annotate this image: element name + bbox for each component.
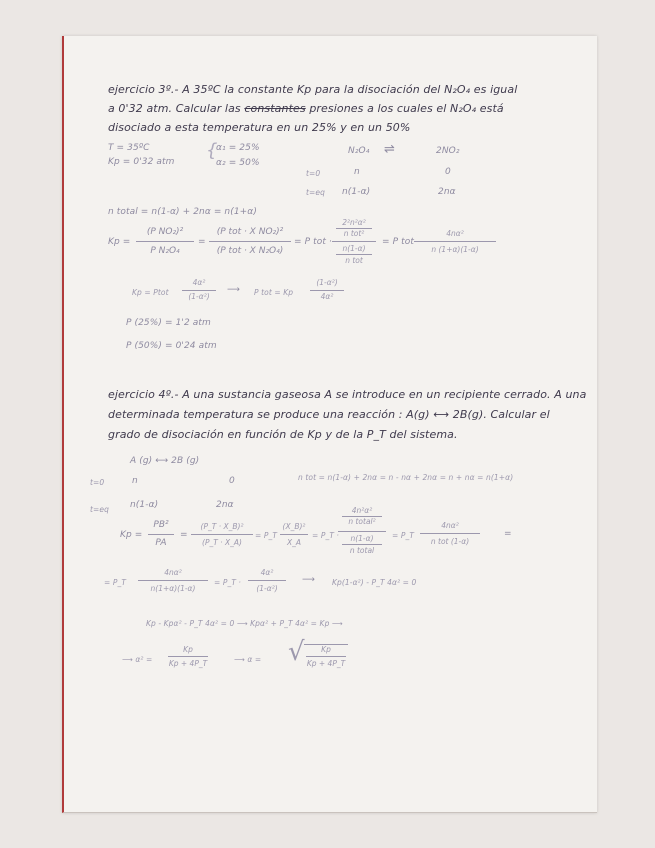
ex3-kp2-rhs: P tot = Kp bbox=[254, 288, 294, 297]
ex4-r2-bar2 bbox=[248, 580, 286, 581]
ex4-r4-arrow: ⟶ α = bbox=[234, 655, 262, 664]
ex3-data-brace: { bbox=[206, 140, 218, 161]
ex4-r2-den: n(1+α)(1-α) bbox=[150, 584, 196, 593]
ex4-t0-label: t=0 bbox=[90, 478, 105, 487]
ex3-t0-reactant: n bbox=[354, 167, 360, 177]
ex3-kp-f1-num: (P NO₂)² bbox=[146, 227, 184, 237]
ex3-kp-f3-den2: n tot bbox=[345, 256, 363, 265]
ex3-kp-f2-den: (P tot · X N₂O₄) bbox=[216, 246, 284, 256]
ex3-alpha2: α₂ = 50% bbox=[216, 158, 260, 168]
ex4-ntot: n tot = n(1-α) + 2nα = n - nα + 2nα = n + nα = n(1+α) bbox=[298, 473, 514, 482]
ex3-statement-line2 bbox=[108, 102, 504, 115]
ex4-f3-den: X_A bbox=[286, 538, 302, 547]
ex3-statement-line3: disociado a esta temperatura en un 25% y en un 50% bbox=[108, 121, 411, 134]
ex4-teq-label: t=eq bbox=[90, 505, 109, 514]
ex4-f3-num: (X_B)² bbox=[282, 522, 306, 531]
ex3-struck-word: constantes bbox=[244, 102, 306, 115]
ex3-kp-f2-bar bbox=[209, 241, 291, 242]
ex4-r2-rhs: Kp(1-α²) - P_T 4α² = 0 bbox=[332, 578, 417, 587]
ex4-f5-num: 4nα² bbox=[441, 521, 459, 530]
ex4-r2-den2: (1-α²) bbox=[256, 584, 278, 593]
ex3-data-temperature: T = 35ºC bbox=[108, 143, 150, 153]
ex3-kp-f1-den: P N₂O₄ bbox=[150, 246, 180, 256]
ex4-f5-pre: = P_T bbox=[392, 531, 415, 540]
ex3-pressure-50: P (50%) = 0'24 atm bbox=[126, 341, 217, 351]
ex3-alpha1: α₁ = 25% bbox=[216, 143, 260, 153]
ex3-kp2-den: (1-α²) bbox=[188, 292, 210, 301]
ex4-f4-pre: = P_T · bbox=[312, 531, 339, 540]
ex3-kp-f4-bar bbox=[414, 241, 496, 242]
ex3-kp-f2-num: (P tot · X NO₂)² bbox=[216, 227, 284, 237]
ex4-r4-sbar bbox=[306, 656, 346, 657]
ex4-f5-den: n tot (1-α) bbox=[430, 537, 470, 546]
ex4-r4-den: Kp + 4P_T bbox=[168, 659, 208, 668]
ex3-data-kp: Kp = 0'32 atm bbox=[108, 157, 175, 167]
ex4-t0-b: 0 bbox=[229, 476, 235, 486]
ex4-f1-num: PB² bbox=[153, 520, 169, 530]
ex3-kp-f4-num: 4nα² bbox=[446, 229, 464, 238]
ex4-teq-b: 2nα bbox=[216, 500, 234, 510]
ex3-teq-product: 2nα bbox=[438, 187, 456, 197]
ex3-kp2-lhs: Kp = Ptot bbox=[132, 288, 169, 297]
ex4-f4-den-bar bbox=[342, 544, 382, 545]
ex4-f4-den2: n total bbox=[349, 546, 375, 555]
ex4-r2-arrow: ⟶ bbox=[302, 575, 316, 585]
ex3-pressure-25: P (25%) = 1'2 atm bbox=[126, 318, 211, 328]
ex4-kp-lhs: Kp = bbox=[120, 530, 143, 540]
ex3-kp2-bar bbox=[182, 290, 216, 291]
ex3-line2-part-b: presiones a los cuales el N₂O₄ está bbox=[309, 102, 504, 115]
ex4-r4-num: Kp bbox=[183, 645, 193, 654]
ex3-teq-reactant: n(1-α) bbox=[342, 187, 371, 197]
ex4-r3: Kp - Kpα² - P_T 4α² = 0 ⟶ Kpα² + P_T 4α² = Kp ⟶ bbox=[146, 619, 343, 628]
ex3-t0-product: 0 bbox=[445, 167, 451, 177]
ex4-r2-num: 4nα² bbox=[164, 568, 182, 577]
ex4-r2-mid: = P_T · bbox=[214, 578, 241, 587]
ex3-t0-label: t=0 bbox=[306, 169, 321, 178]
ex3-kp2-arrow: ⟶ bbox=[227, 285, 241, 295]
ex4-r4-pre: ⟶ α² = bbox=[122, 655, 153, 664]
ex4-f2-num: (P_T · X_B)² bbox=[200, 522, 244, 531]
ex3-kp-f3-den-bar bbox=[336, 254, 372, 255]
ex3-kp-f1-bar bbox=[136, 241, 194, 242]
ex4-f4-bar bbox=[338, 531, 386, 532]
ex3-reaction-arrow: ⇌ bbox=[384, 142, 395, 157]
ex4-r2-bar bbox=[138, 580, 208, 581]
ex4-f4-den: n(1-α) bbox=[350, 534, 374, 543]
ex4-reaction: A (g) ⟷ 2B (g) bbox=[130, 456, 200, 466]
ex4-statement-line3: grado de disociación en función de Kp y de la P_T del sistema. bbox=[108, 428, 458, 441]
ex4-teq-a: n(1-α) bbox=[130, 500, 159, 510]
square-root-icon: √ bbox=[288, 637, 305, 667]
ex3-kp-f4-den: n (1+α)(1-α) bbox=[431, 245, 479, 254]
ex3-reaction-product: 2NO₂ bbox=[436, 146, 460, 156]
ex4-f4-num2: n total² bbox=[348, 517, 376, 526]
ex3-kp2-rden: 4α² bbox=[320, 292, 334, 301]
ex4-r2-pre: = P_T bbox=[104, 578, 127, 587]
ex4-f5-eq: = bbox=[504, 529, 512, 539]
ex4-f3-pre: = P_T bbox=[255, 531, 278, 540]
ex4-r4-bar bbox=[168, 656, 208, 657]
ex4-f5-bar bbox=[420, 533, 480, 534]
ex3-kp-eq3: = P tot · bbox=[294, 237, 332, 247]
ex4-f3-bar bbox=[280, 534, 308, 535]
ex4-f1-den: PA bbox=[155, 538, 167, 548]
ex3-kp2-rbar bbox=[310, 290, 344, 291]
ex3-kp-f3-bar bbox=[332, 241, 376, 242]
ex3-kp-eq2: = bbox=[198, 237, 206, 247]
ex4-statement-line1: ejercicio 4º.- A una sustancia gaseosa A se introduce en un recipiente cerrado. A una bbox=[108, 388, 587, 401]
ex3-kp-f3-num: 2²n²α² bbox=[342, 218, 366, 227]
ex4-r2-num2: 4α² bbox=[260, 568, 274, 577]
ex3-ntotal: n total = n(1-α) + 2nα = n(1+α) bbox=[108, 207, 257, 217]
ex3-statement-line1: ejercicio 3º.- A 35ºC la constante Kp para la disociación del N₂O₄ es igual bbox=[108, 83, 518, 96]
ex3-reaction-reactant: N₂O₄ bbox=[348, 146, 370, 156]
ex4-eq2: = bbox=[180, 530, 188, 540]
ex3-kp2-rnum: (1-α²) bbox=[316, 278, 338, 287]
ex4-statement-line2: determinada temperatura se produce una reacción : A(g) ⟷ 2B(g). Calcular el bbox=[108, 408, 550, 421]
ex3-kp-f3-den: n(1-α) bbox=[342, 244, 366, 253]
ex4-r4-snum: Kp bbox=[321, 645, 331, 654]
ex3-kp2-num: 4α² bbox=[192, 278, 206, 287]
ex3-kp-f3-num2: n tot² bbox=[343, 229, 365, 238]
ex3-kp-lhs: Kp = bbox=[108, 237, 131, 247]
ex4-f4-num: 4n²α² bbox=[351, 506, 373, 515]
ex4-r4-sden: Kp + 4P_T bbox=[306, 659, 346, 668]
ex3-kp-eq4: = P tot bbox=[382, 237, 414, 247]
ex4-f2-bar bbox=[191, 534, 253, 535]
ex3-teq-label: t=eq bbox=[306, 188, 325, 197]
ex3-line2-part-a: a 0'32 atm. Calcular las bbox=[108, 102, 241, 115]
notebook-page bbox=[62, 36, 597, 813]
ex4-t0-a: n bbox=[132, 476, 138, 486]
ex4-f1-bar bbox=[148, 534, 174, 535]
ex4-f2-den: (P_T · X_A) bbox=[202, 538, 242, 547]
